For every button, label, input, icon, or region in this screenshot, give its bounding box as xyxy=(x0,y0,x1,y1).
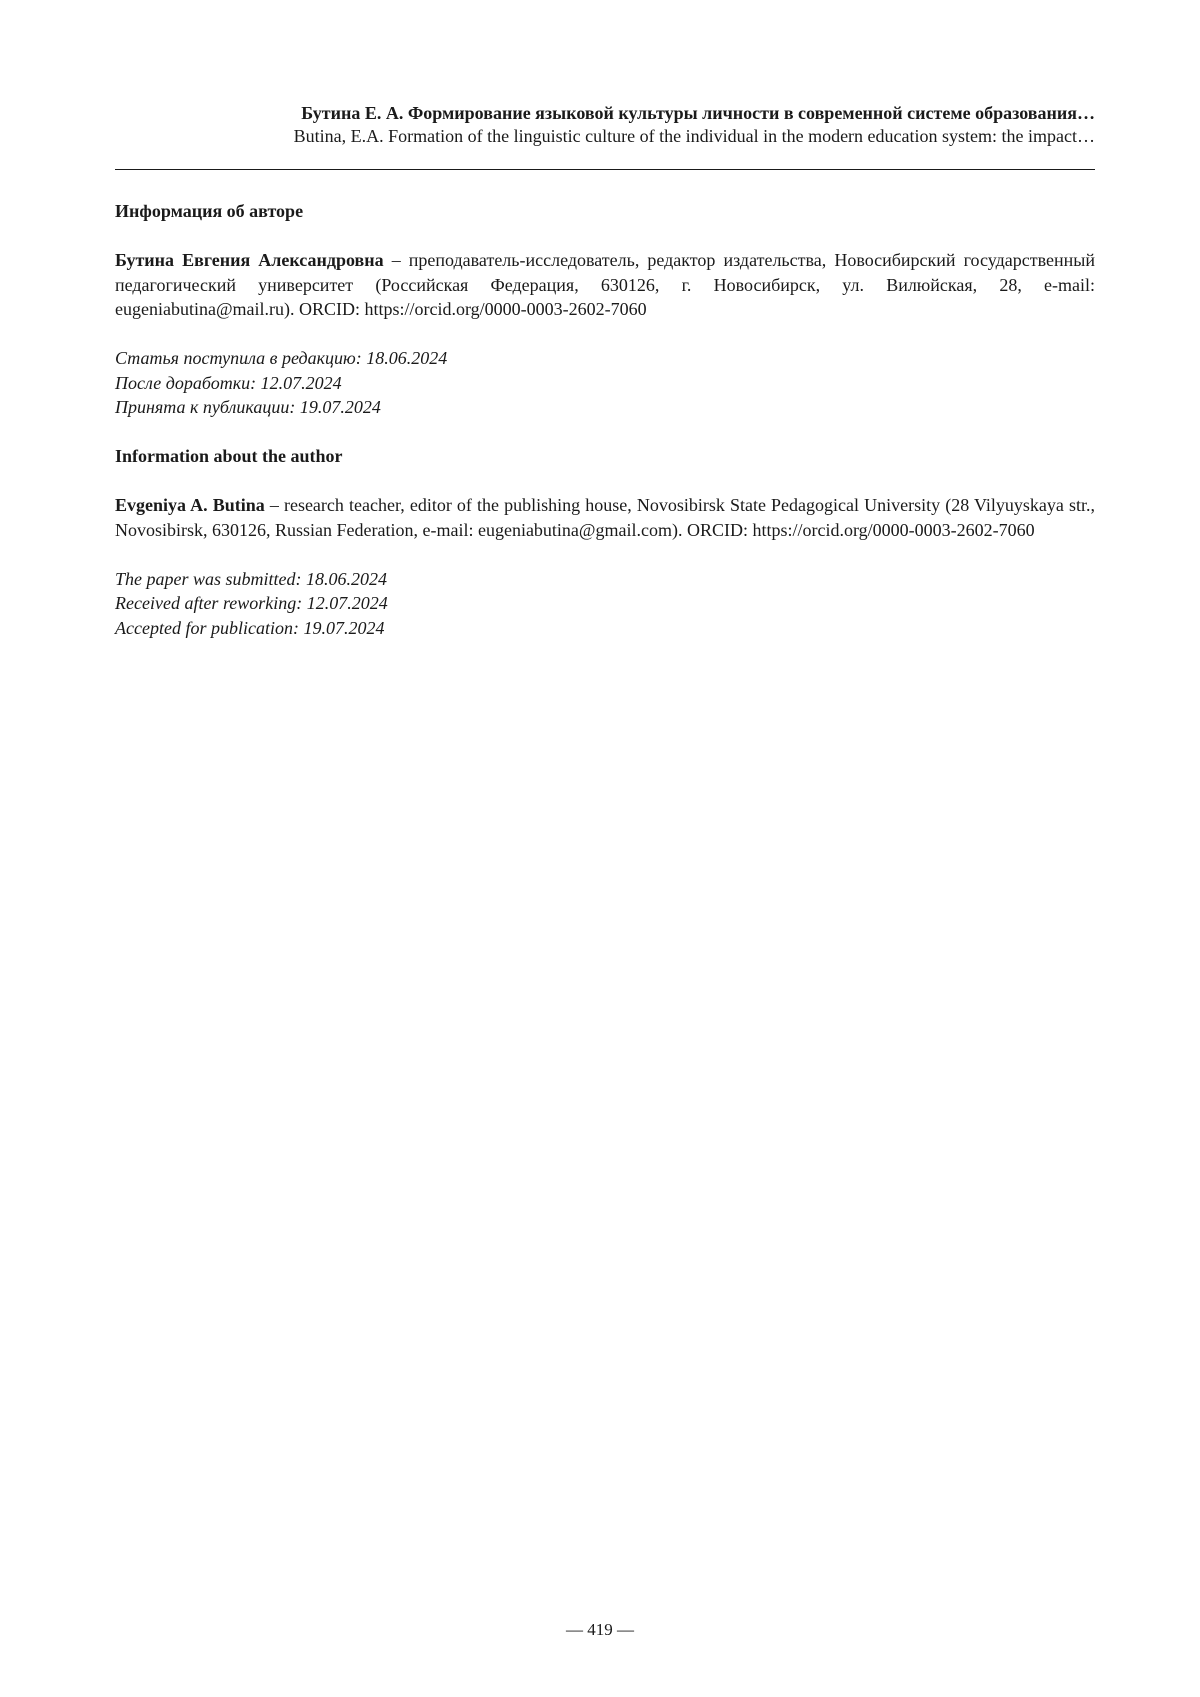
en-date-submitted: The paper was submitted: 18.06.2024 xyxy=(115,568,387,589)
en-author-paragraph xyxy=(115,493,1095,542)
en-author-name: Evgeniya A. Butina xyxy=(115,495,265,515)
ru-date-accepted: Принята к публикации: 19.07.2024 xyxy=(115,397,381,417)
ru-author-details: – преподаватель-исследователь, редактор издательства, Новосибирский государственный педагогический университет (Российская Федерация, 630126, г. Новосибирск, ул. Вилюйская, 28, e-mail: eugeniabutina@mail.ru). ORCID: https://orcid.org/0000-0003-2602-7060 xyxy=(115,250,1095,319)
en-date-accepted: Accepted for publication: 19.07.2024 xyxy=(115,617,385,638)
running-head xyxy=(115,102,1095,148)
ru-date-submitted: Статья поступила в редакцию: 18.06.2024 xyxy=(115,348,448,368)
en-author-details: – research teacher, editor of the publishing house, Novosibirsk State Pedagogical University (28 Vilyuyskaya str., Novosibirsk, 630126, Russian Federation, e-mail: eugeniabutina@gmail.com). ORCID: https://orcid.org/0000-0003-2602-7060 xyxy=(115,495,1095,540)
ru-author-heading: Информация об авторе xyxy=(115,201,304,221)
document-page xyxy=(115,0,1095,1697)
en-author-heading: Information about the author xyxy=(115,446,343,466)
en-date-revised: Received after reworking: 12.07.2024 xyxy=(115,593,388,613)
ru-author-paragraph xyxy=(115,248,1095,322)
running-head-ru: Бутина Е. А. Формирование языковой культуры личности в современной системе образования… xyxy=(301,103,1095,123)
ru-date-revised: После доработки: 12.07.2024 xyxy=(115,372,342,393)
ru-dates xyxy=(115,346,1095,420)
page-number: — 419 — xyxy=(566,1620,634,1639)
header-divider xyxy=(115,169,1095,170)
article-info xyxy=(115,199,1095,640)
ru-author-name: Бутина Евгения Александровна xyxy=(115,250,384,270)
en-dates xyxy=(115,567,1095,641)
running-head-en: Butina, E.A. Formation of the linguistic culture of the individual in the modern education system: the impact… xyxy=(293,126,1095,146)
